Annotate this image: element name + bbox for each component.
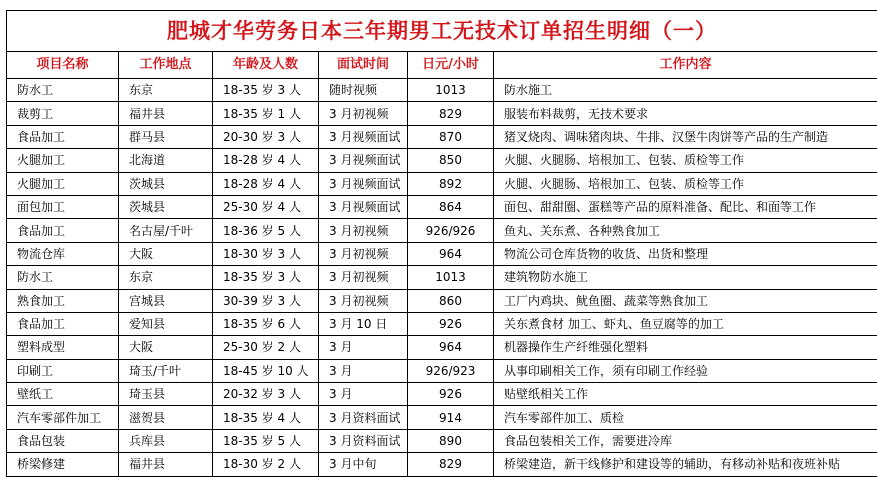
age-count-cell: 18-30 岁 3 人	[213, 242, 319, 265]
job-description-cell: 火腿、火腿肠、培根加工、包装、质检等工作	[494, 172, 877, 195]
title-row	[7, 11, 877, 52]
job-description-cell: 建筑物防水施工	[494, 266, 877, 289]
hourly-rate-cell: 870	[408, 125, 494, 148]
column-header: 面试时间	[319, 52, 408, 79]
job-description-cell: 物流公司仓库货物的收货、出货和整理	[494, 242, 877, 265]
hourly-rate-cell: 890	[408, 429, 494, 452]
interview-time-cell: 3 月	[319, 383, 408, 406]
interview-time-cell: 3 月视频面试	[319, 149, 408, 172]
interview-time-cell: 3 月 10 日	[319, 312, 408, 335]
table-row	[7, 79, 877, 102]
project-name-cell: 食品加工	[7, 312, 119, 335]
table-row	[7, 125, 877, 148]
location-cell: 大阪	[119, 242, 213, 265]
interview-time-cell: 3 月初视频	[319, 289, 408, 312]
interview-time-cell: 3 月中旬	[319, 453, 408, 476]
project-name-cell: 汽车零部件加工	[7, 406, 119, 429]
hourly-rate-cell: 964	[408, 336, 494, 359]
age-count-cell: 18-45 岁 10 人	[213, 359, 319, 382]
hourly-rate-cell: 1013	[408, 266, 494, 289]
table-row	[7, 406, 877, 429]
job-description-cell: 汽车零部件加工、质检	[494, 406, 877, 429]
project-name-cell: 火腿加工	[7, 172, 119, 195]
header-row	[7, 52, 877, 79]
hourly-rate-cell: 926/923	[408, 359, 494, 382]
hourly-rate-cell: 926	[408, 383, 494, 406]
age-count-cell: 18-35 岁 3 人	[213, 266, 319, 289]
age-count-cell: 20-30 岁 3 人	[213, 125, 319, 148]
table-row	[7, 453, 877, 476]
location-cell: 茨城县	[119, 195, 213, 218]
location-cell: 群马县	[119, 125, 213, 148]
table-row	[7, 102, 877, 125]
column-header: 工作地点	[119, 52, 213, 79]
job-description-cell: 鱼丸、关东煮、各种熟食加工	[494, 219, 877, 242]
age-count-cell: 18-28 岁 4 人	[213, 172, 319, 195]
hourly-rate-cell: 926	[408, 312, 494, 335]
table-row	[7, 195, 877, 218]
column-header: 工作内容	[494, 52, 877, 79]
job-description-cell: 面包、甜甜圈、蛋糕等产品的原料准备、配比、和面等工作	[494, 195, 877, 218]
table-row	[7, 242, 877, 265]
table-row	[7, 172, 877, 195]
age-count-cell: 25-30 岁 4 人	[213, 195, 319, 218]
table-row	[7, 383, 877, 406]
hourly-rate-cell: 850	[408, 149, 494, 172]
job-description-cell: 桥梁建造，新干线修护和建设等的辅助，有移动补贴和夜班补贴	[494, 453, 877, 476]
table-row	[7, 359, 877, 382]
age-count-cell: 25-30 岁 2 人	[213, 336, 319, 359]
interview-time-cell: 3 月资料面试	[319, 406, 408, 429]
table-row	[7, 312, 877, 335]
interview-time-cell: 3 月初视频	[319, 266, 408, 289]
hourly-rate-cell: 864	[408, 195, 494, 218]
age-count-cell: 18-35 岁 4 人	[213, 406, 319, 429]
project-name-cell: 防水工	[7, 266, 119, 289]
location-cell: 东京	[119, 266, 213, 289]
location-cell: 北海道	[119, 149, 213, 172]
location-cell: 爱知县	[119, 312, 213, 335]
project-name-cell: 桥梁修建	[7, 453, 119, 476]
hourly-rate-cell: 926/926	[408, 219, 494, 242]
project-name-cell: 食品加工	[7, 125, 119, 148]
table-row	[7, 289, 877, 312]
page-title: 肥城才华劳务日本三年期男工无技术订单招生明细（一）	[7, 11, 877, 52]
hourly-rate-cell: 964	[408, 242, 494, 265]
interview-time-cell: 3 月视频面试	[319, 125, 408, 148]
interview-time-cell: 3 月	[319, 336, 408, 359]
project-name-cell: 食品包装	[7, 429, 119, 452]
job-description-cell: 食品包装相关工作，需要进冷库	[494, 429, 877, 452]
table-row	[7, 149, 877, 172]
age-count-cell: 18-30 岁 2 人	[213, 453, 319, 476]
age-count-cell: 30-39 岁 3 人	[213, 289, 319, 312]
job-description-cell: 关东煮食材 加工、虾丸、鱼豆腐等的加工	[494, 312, 877, 335]
interview-time-cell: 3 月初视频	[319, 102, 408, 125]
interview-time-cell: 3 月初视频	[319, 242, 408, 265]
age-count-cell: 18-35 岁 3 人	[213, 79, 319, 102]
project-name-cell: 防水工	[7, 79, 119, 102]
project-name-cell: 塑料成型	[7, 336, 119, 359]
interview-time-cell: 3 月初视频	[319, 219, 408, 242]
job-description-cell: 机器操作生产纤维强化塑料	[494, 336, 877, 359]
project-name-cell: 物流仓库	[7, 242, 119, 265]
project-name-cell: 食品加工	[7, 219, 119, 242]
column-header: 日元/小时	[408, 52, 494, 79]
job-description-cell: 从事印刷相关工作，须有印刷工作经验	[494, 359, 877, 382]
location-cell: 名古屋/千叶	[119, 219, 213, 242]
table-row	[7, 429, 877, 452]
hourly-rate-cell: 1013	[408, 79, 494, 102]
column-header: 项目名称	[7, 52, 119, 79]
location-cell: 福井县	[119, 453, 213, 476]
hourly-rate-cell: 892	[408, 172, 494, 195]
hourly-rate-cell: 914	[408, 406, 494, 429]
hourly-rate-cell: 829	[408, 102, 494, 125]
project-name-cell: 熟食加工	[7, 289, 119, 312]
project-name-cell: 火腿加工	[7, 149, 119, 172]
table-row	[7, 336, 877, 359]
interview-time-cell: 3 月视频面试	[319, 195, 408, 218]
table-row	[7, 266, 877, 289]
job-description-cell: 工厂内鸡块、鱿鱼圈、蔬菜等熟食加工	[494, 289, 877, 312]
age-count-cell: 20-32 岁 3 人	[213, 383, 319, 406]
age-count-cell: 18-35 岁 5 人	[213, 429, 319, 452]
job-description-cell: 贴壁纸相关工作	[494, 383, 877, 406]
interview-time-cell: 3 月资料面试	[319, 429, 408, 452]
location-cell: 滋贺县	[119, 406, 213, 429]
location-cell: 宫城县	[119, 289, 213, 312]
table-row	[7, 219, 877, 242]
job-description-cell: 防水施工	[494, 79, 877, 102]
job-description-cell: 猪叉烧肉、调味猪肉块、牛排、汉堡牛肉饼等产品的生产制造	[494, 125, 877, 148]
location-cell: 兵库县	[119, 429, 213, 452]
location-cell: 东京	[119, 79, 213, 102]
interview-time-cell: 随时视频	[319, 79, 408, 102]
location-cell: 琦玉/千叶	[119, 359, 213, 382]
project-name-cell: 印刷工	[7, 359, 119, 382]
interview-time-cell: 3 月视频面试	[319, 172, 408, 195]
project-name-cell: 壁纸工	[7, 383, 119, 406]
job-description-cell: 服装布料裁剪，无技术要求	[494, 102, 877, 125]
interview-time-cell: 3 月	[319, 359, 408, 382]
location-cell: 福井县	[119, 102, 213, 125]
job-description-cell: 火腿、火腿肠、培根加工、包装、质检等工作	[494, 149, 877, 172]
hourly-rate-cell: 829	[408, 453, 494, 476]
recruitment-table	[6, 10, 877, 477]
age-count-cell: 18-28 岁 4 人	[213, 149, 319, 172]
location-cell: 琦玉县	[119, 383, 213, 406]
age-count-cell: 18-35 岁 1 人	[213, 102, 319, 125]
location-cell: 茨城县	[119, 172, 213, 195]
project-name-cell: 裁剪工	[7, 102, 119, 125]
age-count-cell: 18-35 岁 6 人	[213, 312, 319, 335]
location-cell: 大阪	[119, 336, 213, 359]
project-name-cell: 面包加工	[7, 195, 119, 218]
column-header: 年龄及人数	[213, 52, 319, 79]
age-count-cell: 18-36 岁 5 人	[213, 219, 319, 242]
hourly-rate-cell: 860	[408, 289, 494, 312]
